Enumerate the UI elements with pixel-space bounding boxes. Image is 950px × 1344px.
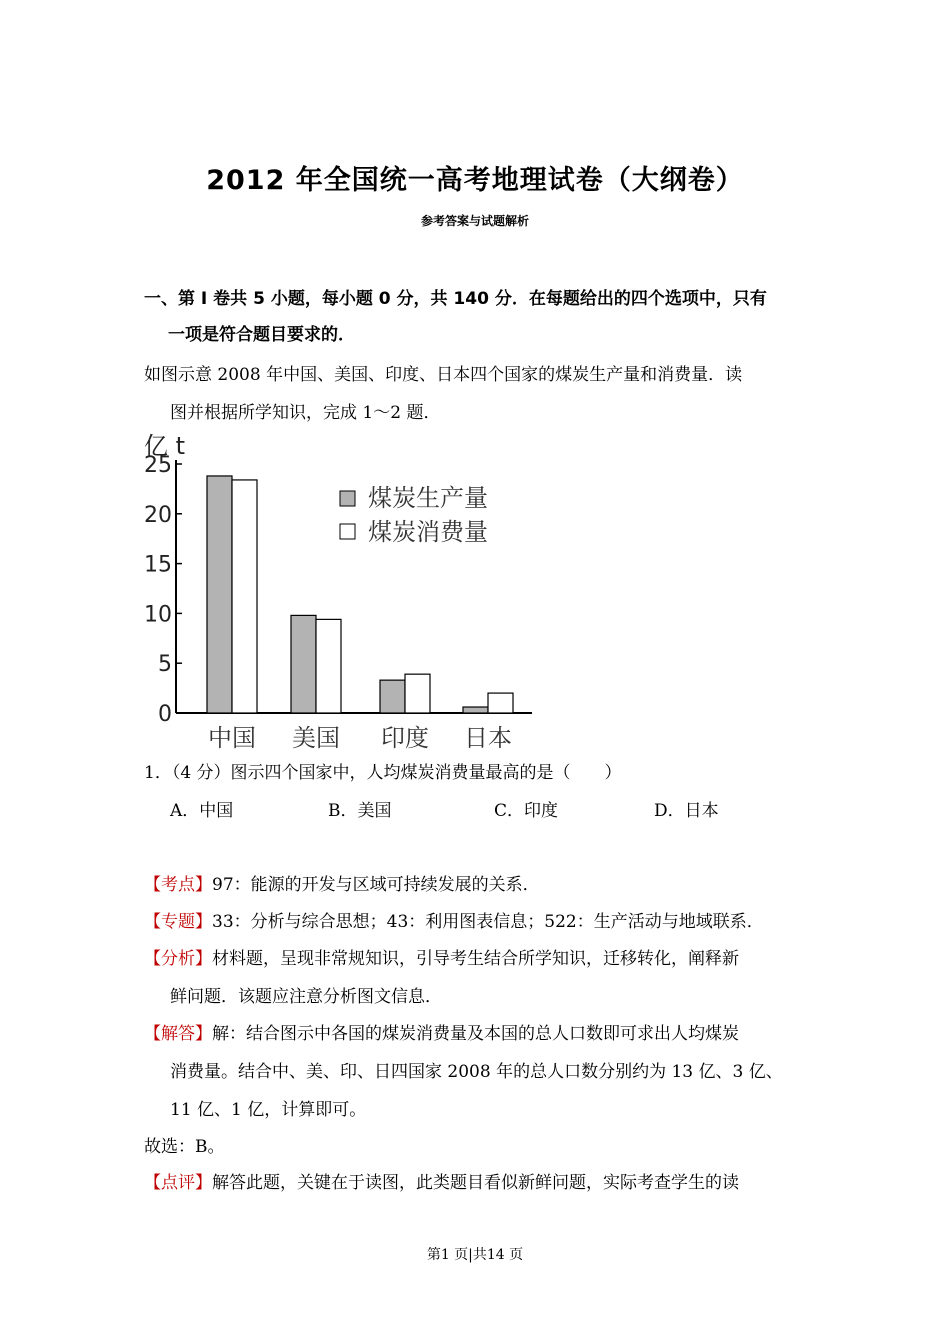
question-stem: 1．（4 分）图示四个国家中，人均煤炭消费量最高的是（ ） xyxy=(144,763,622,783)
dianping-line xyxy=(144,1168,739,1193)
kaodian-line xyxy=(144,870,540,895)
y-tick-label: 10 xyxy=(144,602,172,628)
jieda-line3: 11 亿、1 亿，计算即可。 xyxy=(170,1100,367,1120)
jieda-line2: 消费量。结合中、美、印、日四国家 2008 年的总人口数分别约为 13 亿、3 亿、 xyxy=(170,1062,783,1082)
kaodian-tag: 【考点】 xyxy=(144,875,212,895)
answer-line: 故选：B。 xyxy=(144,1137,225,1157)
y-tick-label: 0 xyxy=(158,702,172,727)
page-subtitle: 参考答案与试题解析 xyxy=(420,214,529,228)
option-b: B．美国 xyxy=(328,801,392,821)
x-category-label: 日本 xyxy=(464,724,512,752)
intro-line2: 图并根据所学知识，完成 1～2 题． xyxy=(170,403,441,423)
intro-line1: 如图示意 2008 年中国、美国、印度、日本四个国家的煤炭生产量和消费量．读 xyxy=(144,365,743,385)
bar-consumption-0 xyxy=(232,480,257,713)
page-title: 2012 年全国统一高考地理试卷（大纲卷） xyxy=(206,165,744,196)
fenxi-line2: 鲜问题．该题应注意分析图文信息． xyxy=(170,987,442,1007)
y-tick-label: 20 xyxy=(144,502,172,528)
option-a: A．中国 xyxy=(170,801,234,821)
option-c: C．印度 xyxy=(494,801,559,821)
dianping-tag: 【点评】 xyxy=(144,1173,212,1193)
legend-swatch-production xyxy=(340,491,355,506)
bar-consumption-1 xyxy=(316,619,341,713)
zhuanti-tag: 【专题】 xyxy=(144,912,212,932)
bar-production-1 xyxy=(291,615,316,713)
legend-label-production: 煤炭生产量 xyxy=(368,484,488,512)
x-category-label: 美国 xyxy=(292,724,340,752)
x-category-label: 印度 xyxy=(381,724,429,752)
dianping-text: 解答此题，关键在于读图，此类题目看似新鲜问题，实际考查学生的读 xyxy=(212,1173,739,1193)
section-heading-line2: 一项是符合题目要求的． xyxy=(168,325,355,345)
legend-label-consumption: 煤炭消费量 xyxy=(368,518,488,546)
bar-production-0 xyxy=(207,476,232,713)
zhuanti-line xyxy=(144,907,764,932)
bar-production-2 xyxy=(380,680,405,713)
jieda-text1: 解：结合图示中各国的煤炭消费量及本国的总人口数即可求出人均煤炭 xyxy=(212,1024,739,1044)
y-tick-label: 15 xyxy=(144,552,172,578)
bar-consumption-3 xyxy=(488,693,513,713)
zhuanti-text: 33：分析与综合思想；43：利用图表信息；522：生产活动与地域联系． xyxy=(212,912,764,932)
jieda-tag: 【解答】 xyxy=(144,1024,212,1044)
bar-consumption-2 xyxy=(405,674,430,713)
kaodian-text: 97：能源的开发与区域可持续发展的关系． xyxy=(212,875,540,895)
y-unit-label: 亿 t xyxy=(144,432,186,460)
y-tick-label: 5 xyxy=(158,652,172,678)
y-tick-label: 25 xyxy=(144,453,172,478)
x-category-label: 中国 xyxy=(208,724,256,752)
page-footer: 第1 页|共14 页 xyxy=(426,1247,524,1263)
chart-legend xyxy=(340,484,488,546)
fenxi-tag: 【分析】 xyxy=(144,949,212,969)
section-heading-line1: 一、第 I 卷共 5 小题，每小题 0 分，共 140 分．在每题给出的四个选项中，只有 xyxy=(144,289,767,309)
fenxi-line1 xyxy=(144,944,739,969)
fenxi-text1: 材料题，呈现非常规知识，引导考生结合所学知识，迁移转化，阐释新 xyxy=(212,949,739,969)
option-d: D．日本 xyxy=(654,801,719,821)
bar-production-3 xyxy=(463,707,488,713)
coal-bar-chart xyxy=(140,420,560,760)
jieda-line1 xyxy=(144,1019,739,1044)
legend-swatch-consumption xyxy=(340,524,355,539)
